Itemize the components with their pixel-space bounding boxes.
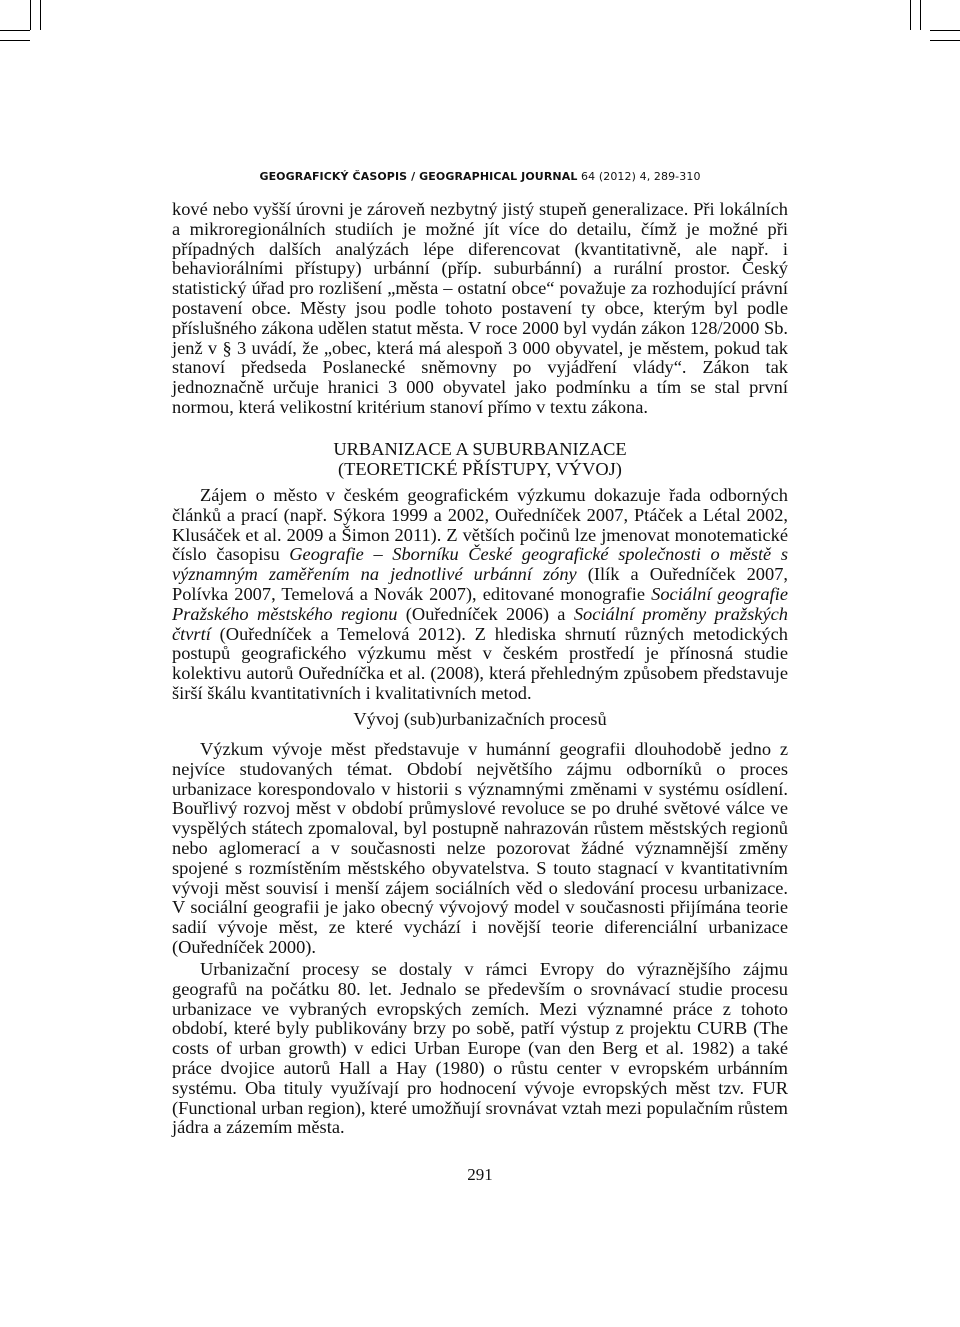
crop-mark: [930, 30, 960, 31]
running-header: [0, 170, 960, 183]
body-text-section: [172, 486, 788, 704]
paragraph: [172, 486, 788, 704]
crop-mark: [910, 0, 911, 30]
section-title: URBANIZACE A SUBURBANIZACE: [333, 439, 627, 459]
crop-mark: [930, 40, 960, 41]
crop-mark: [0, 40, 30, 41]
paragraph: Výzkum vývoje měst představuje v humánní geografii dlouhodobě jedno z nejvíce studovaných témat. Období největšího zájmu odborníků o proces urbanizace korespondovalo v historii s významnými změnami v systému osídlení. Bouřlivý rozvoj měst v období průmyslové revoluce se po druhé světové válce ve vyspělých státech zpomaloval, byl postupně nahrazován růstem městských regionů nebo aglomerací a v současnosti nelze pozorovat žádné významnější změny spojené s rozmístěním městského obyvatelstva. S touto stagnací v kvantitativním vývoji měst souvisí i menší zájem sociálních věd o sledování procesu urbanizace. V sociální geografii je jako obecný vývojový model v současnosti přijímána teorie sadií vývoje měst, ze které vychází i novější teorie diferenciální urbanizace (Ouředníček 2000).: [172, 739, 788, 957]
paragraph-text: (Ouředníček 2006) a: [397, 603, 574, 624]
journal-issue: 64 (2012) 4, 289-310: [581, 170, 701, 183]
journal-name: GEOGRAFICKÝ ČASOPIS / GEOGRAPHICAL JOURNAL: [259, 170, 578, 183]
page-number: 291: [467, 1165, 493, 1184]
paragraph: Urbanizační procesy se dostaly v rámci Evropy do výraznějšího zájmu geografů na počátku 80. let. Jednalo se především o srovnávací studie procesu urbanizace ve vybraných evropských zemích. Mezi významné práce z tohoto období, které byly publikovány brzy po sobě, patří výstup z projektu CURB (The costs of urban growth) v edici Urban Europe (van den Berg et al. 1982) a také práce dvojice autorů Hall a Hay (1980) o růstu center v evropském urbánním systému. Oba tituly využívají pro hodnocení vývoje evropských měst tzv. FUR (Functional urban region), které umožňují srovnávat vztah mezi populačním růstem jádra a zázemím města.: [172, 959, 788, 1138]
subsection-title: Vývoj (sub)urbanizačních procesů: [353, 709, 607, 729]
paragraph-text: (Ilík a Ouředníček 2007, Polívka 2007, Temelová a Novák 2007), editované monografie: [172, 564, 788, 604]
section-subtitle: (TEORETICKÉ PŘÍSTUPY, VÝVOJ): [338, 459, 622, 479]
italic-title: Sociální proměny pražských čtvrtí: [172, 603, 788, 644]
crop-mark: [30, 0, 31, 30]
crop-mark: [0, 30, 30, 31]
body-text-subsection: [172, 740, 788, 958]
italic-title: Sociální geografie Pražského městského regionu: [172, 583, 789, 624]
body-text-top: [172, 200, 788, 418]
paragraph-text: (Ouředníček a Temelová 2012). Z hlediska shrnutí různých metodických postupů geografického výzkumu měst v českém prostředí je přínosná studie kolektivu autorů Ouředníčka et al. (2008), která přehledným způsobem představuje širší škálu kvantitativních i kvalitativních metod.: [172, 623, 788, 703]
paragraph-text: Zájem o město v českém geografickém výzkumu dokazuje řada odborných článků a prací (např. Sýkora 1999 a 2002, Ouředníček 2007, Ptáček a Létal 2002, Klusáček et al. 2009 a Šimon 2011). Z větších počinů lze jmenovat monotematické číslo časopisu: [172, 485, 788, 565]
crop-mark: [40, 0, 41, 30]
body-text-subsection: [172, 960, 788, 1138]
crop-mark: [920, 0, 921, 30]
italic-title: Geografie – Sborníku České geografické společnosti o městě s významným zaměřením na jednotlivé urbánní zóny: [172, 544, 788, 585]
paragraph: kové nebo vyšší úrovni je zároveň nezbytný jistý stupeň generalizace. Při lokálních a mikroregionálních studiích je možné jít více do detailu, čímž je možné při případných dalších analýzách lépe diferencovat (kvantitativně, ale např. i behaviorálními přístupy) urbánní (příp. suburbánní) a rurální prostor. Český statistický úřad pro rozlišení „města – ostatní obce“ považuje za rozhodující právní postavení obce. Městy jsou podle tohoto postavení ty obce, kterým byl podle příslušného zákona udělen statut města. V roce 2000 byl vydán zákon 128/2000 Sb. jenž v § 3 uvádí, že „obec, která má alespoň 3 000 obyvatel, je městem, pokud tak stanoví předseda Poslanecké sněmovny po vyjádření vlády“. Zákon tak jednoznačně určuje hranici 3 000 obyvatel jako podmínku a tím se stal první normou, která velikostní kritérium stanoví přímo v textu zákona.: [172, 199, 788, 417]
